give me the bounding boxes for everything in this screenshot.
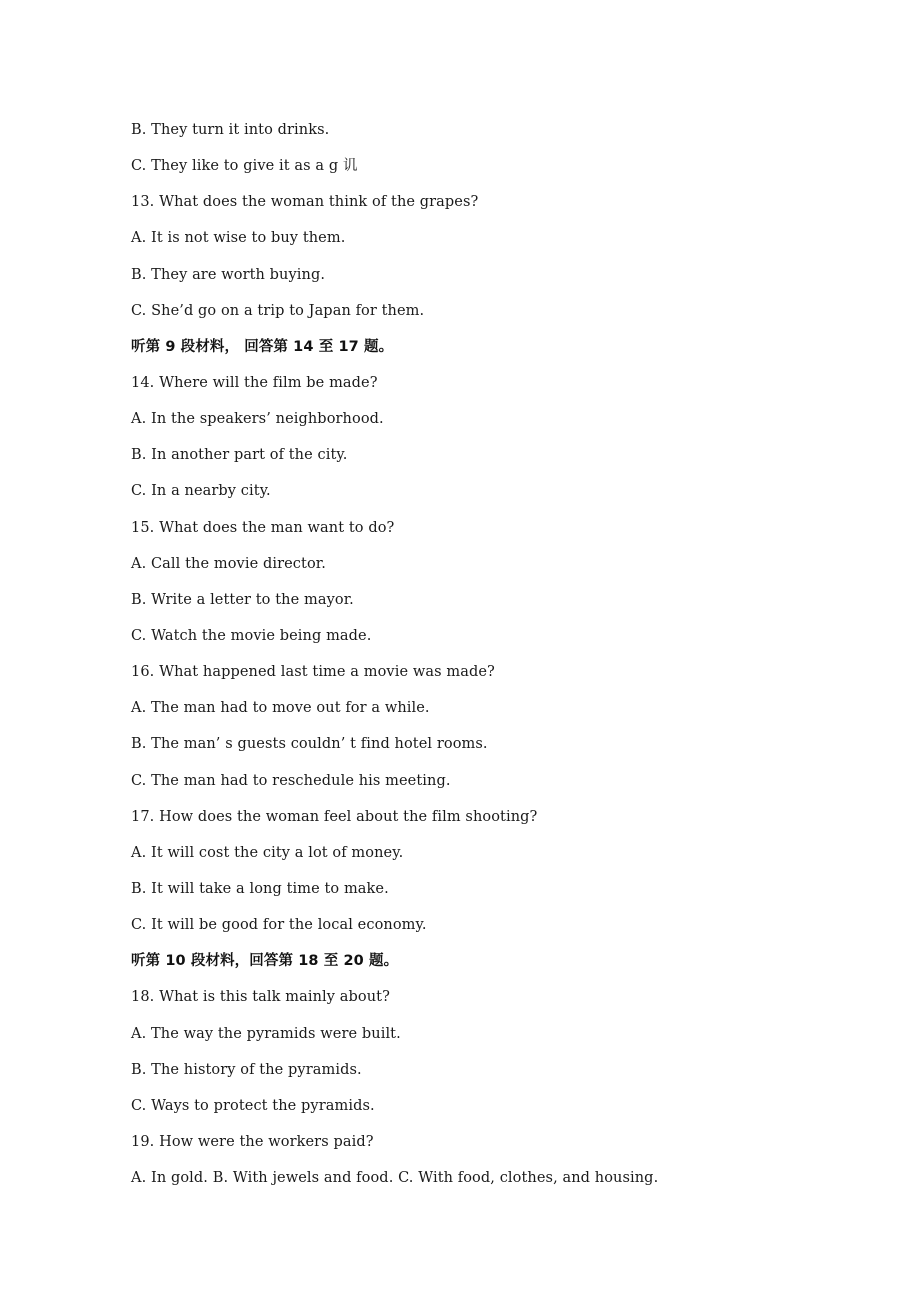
text-line: A. The way the pyramids were built.: [131, 1025, 401, 1042]
text-line: B. They turn it into drinks.: [131, 122, 330, 138]
text-line: C. They like to give it as a g 讥: [131, 158, 358, 175]
text-line: 15. What does the man want to do?: [131, 519, 395, 536]
text-line: 19. How were the workers paid?: [131, 1133, 374, 1150]
text-line: B. It will take a long time to make.: [131, 880, 389, 897]
text-line: B. In another part of the city.: [131, 447, 348, 464]
text-line: B. The history of the pyramids.: [131, 1061, 362, 1078]
text-line: A. In gold. B. With jewels and food. C. With food, clothes, and housing.: [131, 1170, 659, 1187]
text-line: A. It is not wise to buy them.: [131, 230, 346, 247]
text-line: 13. What does the woman think of the grapes?: [131, 194, 479, 211]
text-line: B. The man’ s guests couldn’ t find hotel rooms.: [131, 736, 488, 753]
text-line: C. It will be good for the local economy.: [131, 917, 427, 934]
text-line: B. Write a letter to the mayor.: [131, 591, 354, 608]
text-line: C. The man had to reschedule his meeting.: [131, 772, 451, 789]
section-heading: 听第 9 段材料， 回答第 14 至 17 题。: [131, 338, 394, 355]
section-heading: 听第 10 段材料，回答第 18 至 20 题。: [131, 953, 399, 970]
text-line: C. In a nearby city.: [131, 483, 271, 500]
text-line: A. It will cost the city a lot of money.: [131, 844, 404, 861]
text-line: 18. What is this talk mainly about?: [131, 989, 390, 1006]
text-line: 14. Where will the film be made?: [131, 374, 378, 391]
text-line: C. She’d go on a trip to Japan for them.: [131, 302, 425, 319]
text-line: B. They are worth buying.: [131, 266, 326, 283]
text-line: A. Call the movie director.: [131, 555, 326, 572]
text-line: A. In the speakers’ neighborhood.: [131, 411, 384, 428]
text-line: 17. How does the woman feel about the film shooting?: [131, 808, 538, 825]
text-line: C. Watch the movie being made.: [131, 627, 372, 644]
text-line: 16. What happened last time a movie was made?: [131, 664, 495, 681]
text-line: A. The man had to move out for a while.: [131, 700, 430, 717]
document-body: [131, 118, 871, 1202]
text-line: C. Ways to protect the pyramids.: [131, 1097, 375, 1114]
